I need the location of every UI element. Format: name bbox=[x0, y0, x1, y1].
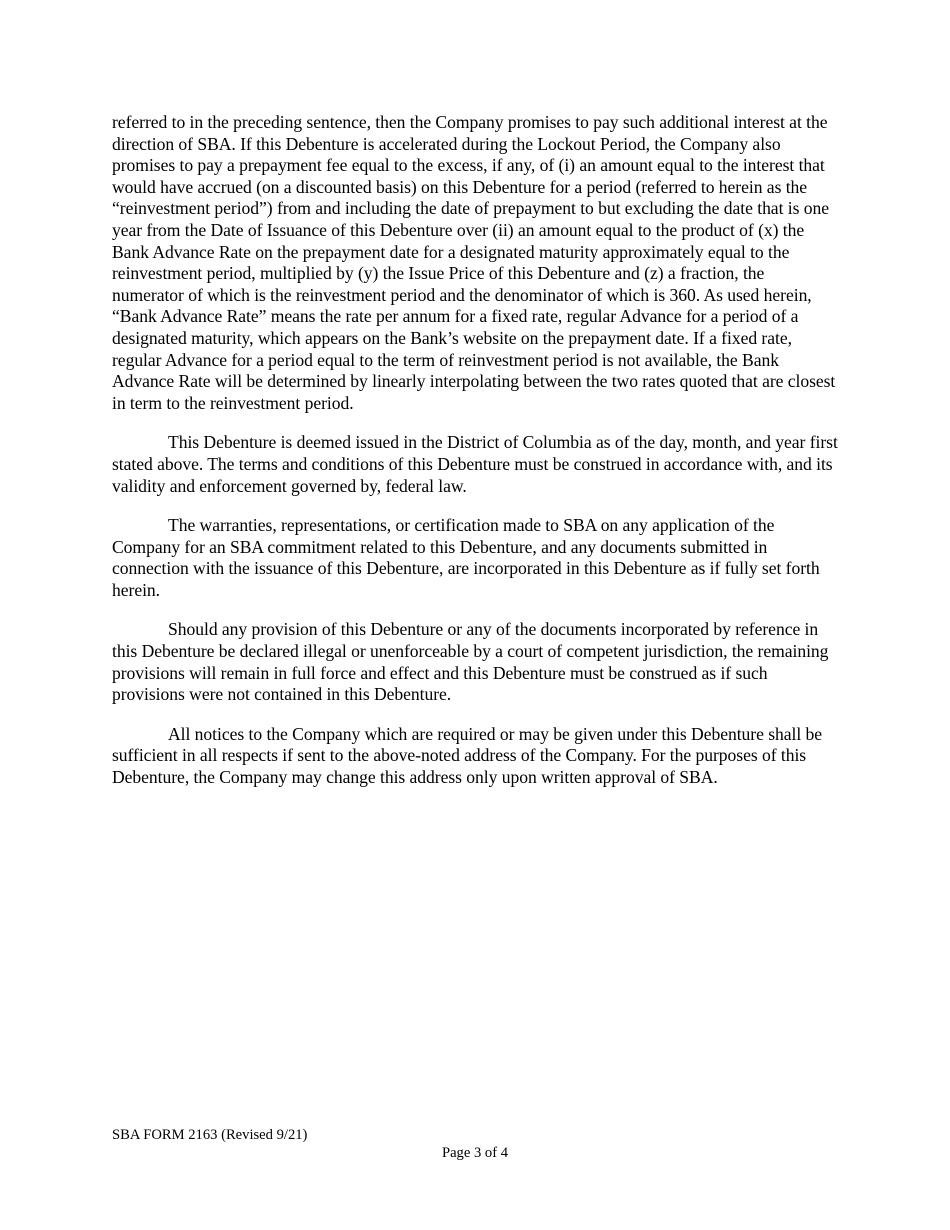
paragraph-notices: All notices to the Company which are required or may be given under this Debenture shall be sufficient in all respects if sent to the above-noted address of the Company. For the purposes of this Debenture, the Company may change this address only upon written approval of SBA. bbox=[112, 723, 823, 788]
document-body bbox=[112, 112, 840, 807]
paragraph-incorporated-documents: The warranties, representations, or certification made to SBA on any application of the Company for an SBA commitment related to this Debenture, and any documents submitted in connection with the issuance of this Debenture, are incorporated in this Debenture as if fully set forth herein. bbox=[112, 515, 820, 600]
footer-form-label: SBA FORM 2163 (Revised 9/21) bbox=[112, 1127, 308, 1143]
paragraph-place-of-issuance: This Debenture is deemed issued in the District of Columbia as of the day, month, and year first stated above. The terms and conditions of this Debenture must be construed in accordance with, and its validity and enforcement governed by, federal law. bbox=[112, 432, 838, 496]
paragraph-severability: Should any provision of this Debenture or any of the documents incorporated by reference in this Debenture be declared illegal or unenforceable by a court of competent jurisdiction, the remaining provisions will remain in full force and effect and this Debenture must be construed as if such provisions were not contained in this Debenture. bbox=[112, 619, 829, 705]
footer-page-number: Page 3 of 4 bbox=[441, 1145, 509, 1161]
paragraph-prepayment-continued: referred to in the preceding sentence, then the Company promises to pay such additional interest at the direction of SBA. If this Debenture is accelerated during the Lockout Period, the Company also promises to pay a prepayment fee equal to the excess, if any, of (i) an amount equal to the interest that would have accrued (on a discounted basis) on this Debenture for a period (referred to herein as the “reinvestment period”) from and including the date of prepayment to but excluding the date that is one year from the Date of Issuance of this Debenture over (ii) an amount equal to the product of (x) the Bank Advance Rate on the prepayment date for a designated maturity approximately equal to the reinvestment period, multiplied by (y) the Issue Price of this Debenture and (z) a fraction, the numerator of which is the reinvestment period and the denominator of which is 360. As used herein, “Bank Advance Rate” means the rate per annum for a fixed rate, regular Advance for a period of a designated maturity, which appears on the Bank’s website on the prepayment date. If a fixed rate, regular Advance for a period equal to the term of reinvestment period is not available, the Bank Advance Rate will be determined by linearly interpolating between the two rates quoted that are closest in term to the reinvestment period. bbox=[112, 112, 836, 413]
